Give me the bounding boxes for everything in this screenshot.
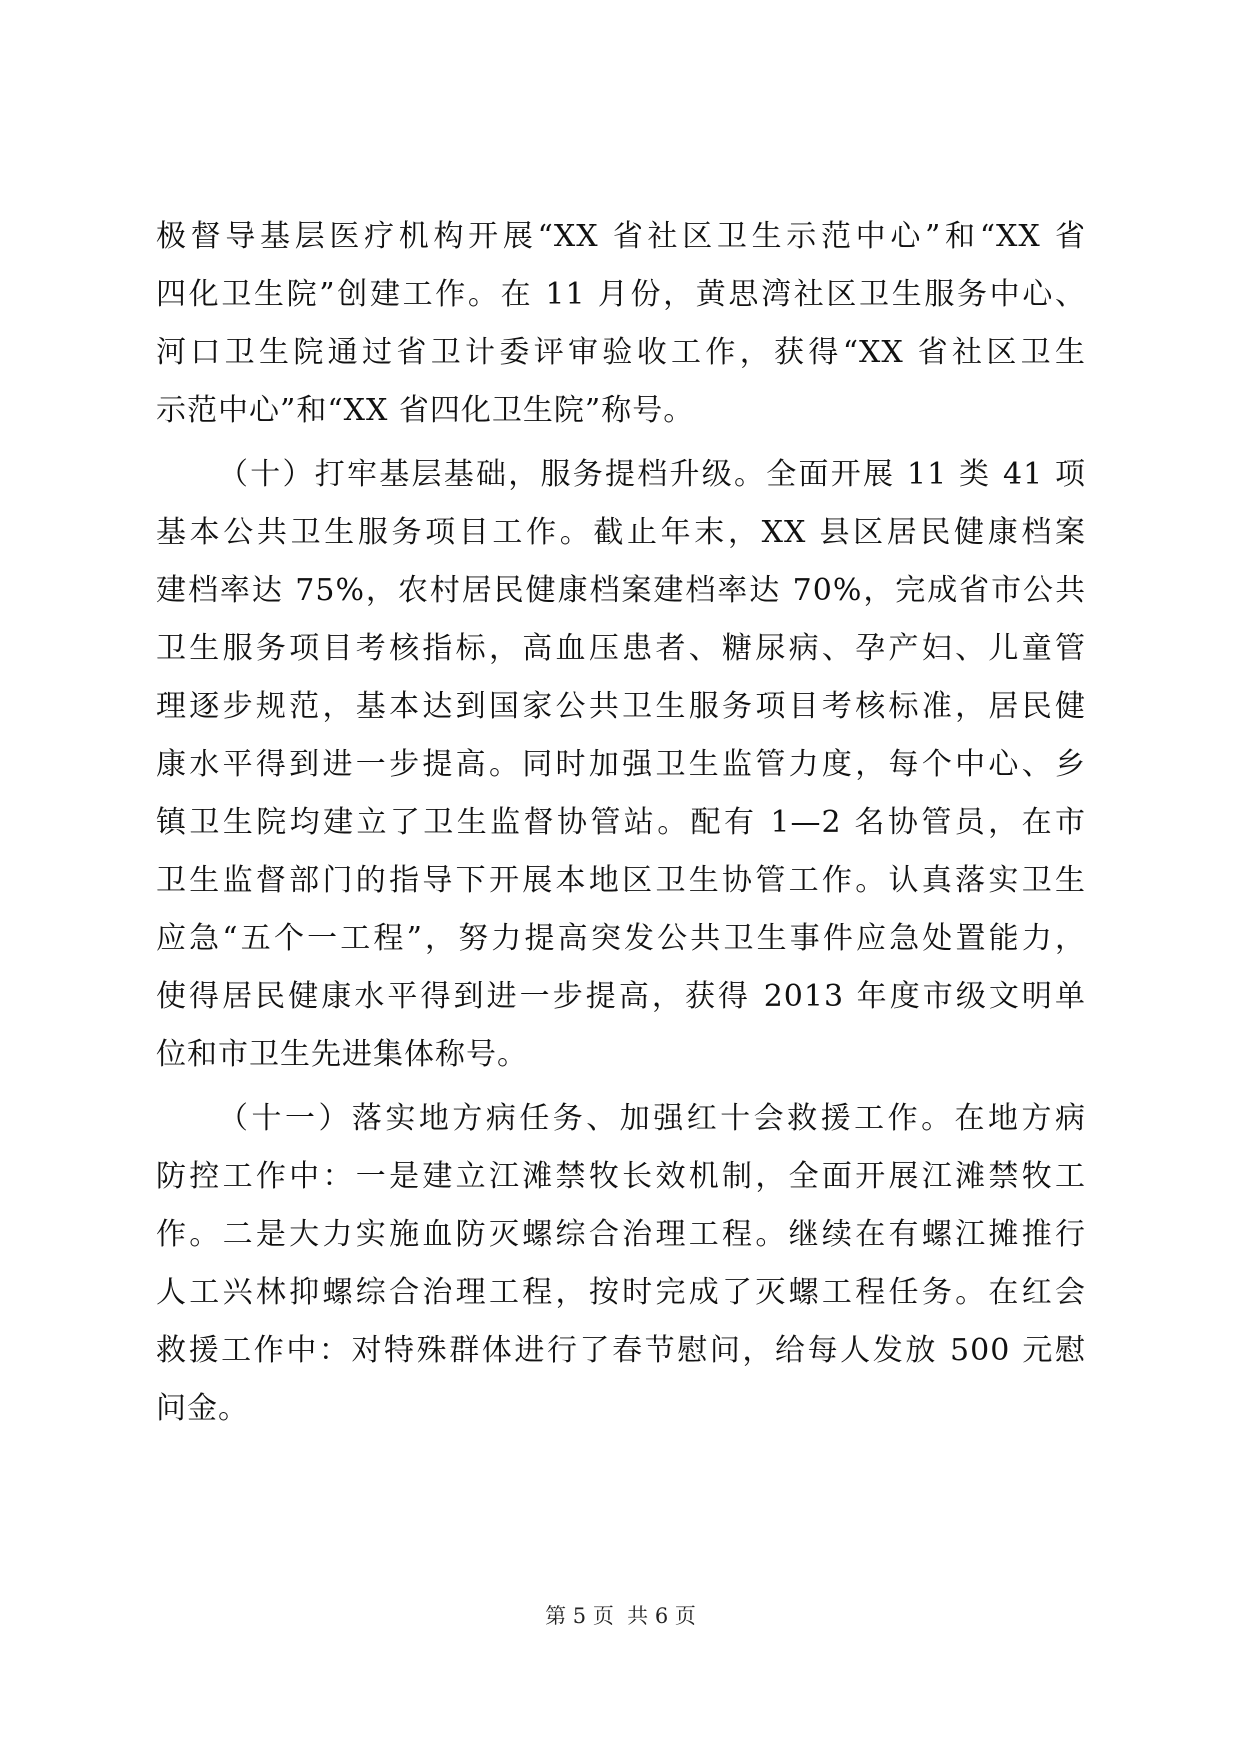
paragraph-line: 卫生监督部门的指导下开展本地区卫生协管工作。认真落实卫生	[156, 863, 1086, 898]
paragraph-line: 基本公共卫生服务项目工作。截止年末，XX 县区居民健康档案	[156, 515, 1086, 550]
paragraph-line: 人工兴林抑螺综合治理工程，按时完成了灭螺工程任务。在红会	[156, 1275, 1086, 1310]
paragraph-line: 应急“五个一工程”，努力提高突发公共卫生事件应急处置能力，	[156, 921, 1086, 956]
paragraph-line: 四化卫生院”创建工作。在 11 月份，黄思湾社区卫生服务中心、	[156, 277, 1086, 312]
paragraph-line: 防控工作中：一是建立江滩禁牧长效机制，全面开展江滩禁牧工	[156, 1159, 1086, 1194]
paragraph-line: （十一）落实地方病任务、加强红十会救援工作。在地方病	[218, 1101, 1086, 1136]
paragraph-line: 位和市卫生先进集体称号。	[156, 1037, 528, 1072]
paragraph-line: 极督导基层医疗机构开展“XX 省社区卫生示范中心”和“XX 省	[156, 219, 1086, 254]
page-footer: 第 5 页 共 6 页	[545, 1604, 696, 1628]
paragraph-line: 建档率达 75%，农村居民健康档案建档率达 70%，完成省市公共	[156, 573, 1086, 608]
paragraph-line: 救援工作中：对特殊群体进行了春节慰问，给每人发放 500 元慰	[156, 1333, 1086, 1368]
paragraph-line: （十）打牢基层基础，服务提档升级。全面开展 11 类 41 项	[218, 457, 1086, 492]
paragraph-line: 示范中心”和“XX 省四化卫生院”称号。	[156, 393, 695, 428]
paragraph-line: 问金。	[156, 1391, 249, 1426]
paragraph-line: 作。二是大力实施血防灭螺综合治理工程。继续在有螺江摊推行	[156, 1217, 1086, 1252]
paragraph	[156, 446, 1086, 1084]
paragraph-line: 康水平得到进一步提高。同时加强卫生监管力度，每个中心、乡	[156, 747, 1086, 782]
paragraph-line: 使得居民健康水平得到进一步提高，获得 2013 年度市级文明单	[156, 979, 1086, 1014]
paragraph	[156, 208, 1086, 440]
paragraph-line: 河口卫生院通过省卫计委评审验收工作，获得“XX 省社区卫生	[156, 335, 1086, 370]
paragraph-line: 卫生服务项目考核指标，高血压患者、糖尿病、孕产妇、儿童管	[156, 631, 1086, 666]
document-body	[156, 208, 1086, 1444]
paragraph-line: 镇卫生院均建立了卫生监督协管站。配有 1—2 名协管员，在市	[156, 805, 1086, 840]
paragraph	[156, 1090, 1086, 1438]
paragraph-line: 理逐步规范，基本达到国家公共卫生服务项目考核标准，居民健	[156, 689, 1086, 724]
